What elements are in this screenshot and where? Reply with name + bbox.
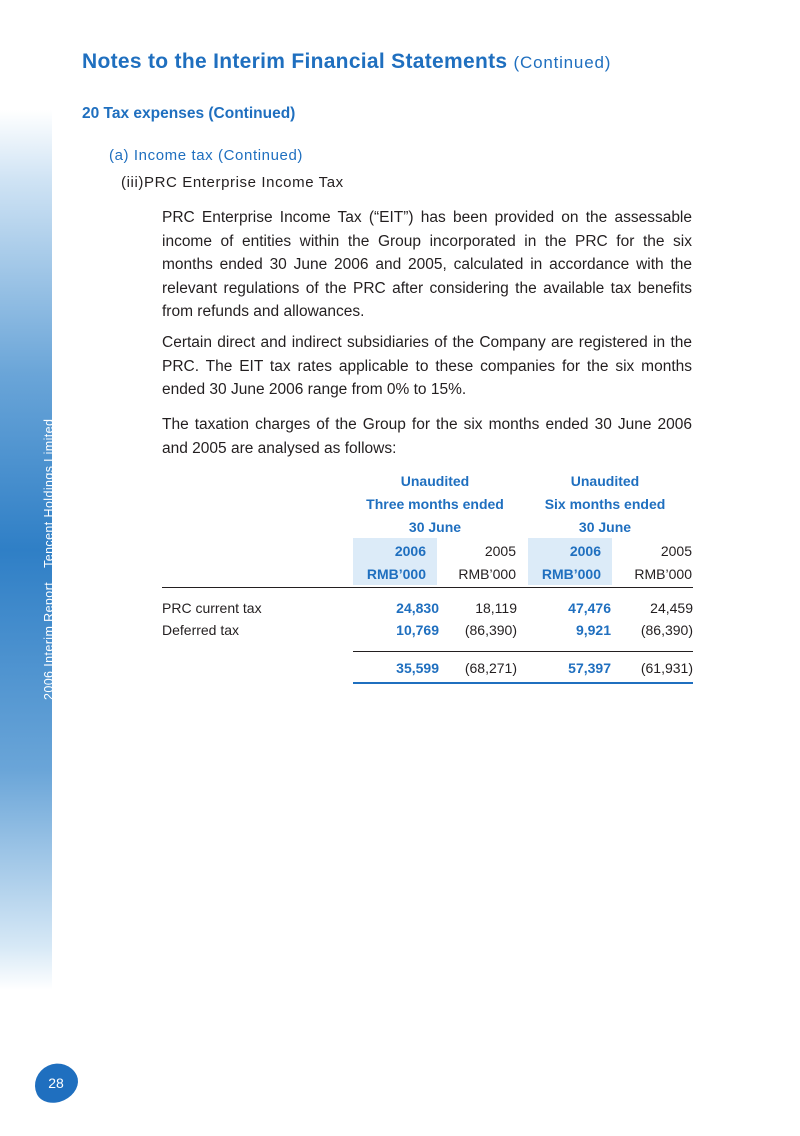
- cell-value: 9,921: [575, 622, 611, 638]
- column-unit: RMB’000: [541, 566, 601, 582]
- section-title: 20 Tax expenses: [82, 105, 205, 122]
- column-header: [608, 540, 692, 586]
- company-name: Tencent Holdings Limited: [42, 418, 56, 568]
- table-row: [162, 619, 693, 641]
- column-header: [342, 540, 426, 586]
- total-value: 35,599: [396, 660, 439, 676]
- header-period: Three months ended: [366, 496, 504, 512]
- report-name: 2006 Interim Report: [42, 581, 56, 700]
- header-date: 30 June: [408, 519, 462, 535]
- cell-value: 24,459: [650, 600, 693, 616]
- header-rule: [162, 587, 693, 588]
- row-label: PRC current tax: [162, 600, 262, 616]
- column-unit: RMB’000: [634, 566, 692, 582]
- column-year: 2006: [569, 543, 601, 559]
- cell-value: (86,390): [464, 622, 517, 638]
- paragraph-taxation-intro: The taxation charges of the Group for the six months ended 30 June 2006 and 2005 are analysed as follows:: [162, 416, 692, 457]
- paragraph-eit-rates: Certain direct and indirect subsidiaries of the Company are registered in the PRC. The EIT tax rates applicable to these companies for the six months ended 30 June 2006 range from 0% to 15%.: [162, 334, 692, 398]
- column-year: 2006: [394, 543, 426, 559]
- side-caption: [42, 419, 56, 700]
- page-number: 28: [48, 1075, 64, 1091]
- column-year: 2005: [484, 543, 516, 559]
- header-unaudited: Unaudited: [400, 473, 470, 489]
- column-unit: RMB’000: [458, 566, 516, 582]
- cell-value: 47,476: [568, 600, 611, 616]
- column-unit: RMB’000: [366, 566, 426, 582]
- row-label: Deferred tax: [162, 622, 240, 638]
- column-header: [517, 540, 601, 586]
- total-value: (61,931): [640, 660, 693, 676]
- header-unaudited: Unaudited: [570, 473, 640, 489]
- subsection-a-heading: (a) Income tax (Continued): [109, 147, 304, 164]
- section-heading: [82, 105, 295, 123]
- table-row: [162, 597, 693, 619]
- page-number-badge: [28, 1056, 84, 1109]
- total-rule: [353, 682, 693, 684]
- paragraph-eit-provision: PRC Enterprise Income Tax (“EIT”) has been provided on the assessable income of entities within the Group incorporated in the PRC for the six months ended 30 June 2006 and 2005, calculated in accordance with the relevant regulations of the PRC after considering the available tax benefits from refunds and allowances.: [162, 209, 692, 320]
- page-title-text: Notes to the Interim Financial Statements: [82, 50, 508, 73]
- cell-value: 10,769: [396, 622, 439, 638]
- table-total-row: [162, 657, 693, 679]
- cell-value: 24,830: [396, 600, 439, 616]
- header-six-months: [520, 470, 690, 539]
- column-header: [432, 540, 516, 586]
- page-title-suffix: (Continued): [513, 53, 612, 72]
- header-date: 30 June: [578, 519, 632, 535]
- subtotal-rule: [353, 651, 693, 652]
- page-title: [82, 50, 611, 74]
- header-period: Six months ended: [544, 496, 666, 512]
- cell-value: (86,390): [640, 622, 693, 638]
- total-value: 57,397: [568, 660, 611, 676]
- cell-value: 18,119: [475, 600, 517, 616]
- column-year: 2005: [660, 543, 692, 559]
- total-value: (68,271): [464, 660, 517, 676]
- header-three-months: [350, 470, 520, 539]
- section-suffix: (Continued): [208, 105, 296, 122]
- subsection-iii-heading: (iii)PRC Enterprise Income Tax: [121, 174, 344, 191]
